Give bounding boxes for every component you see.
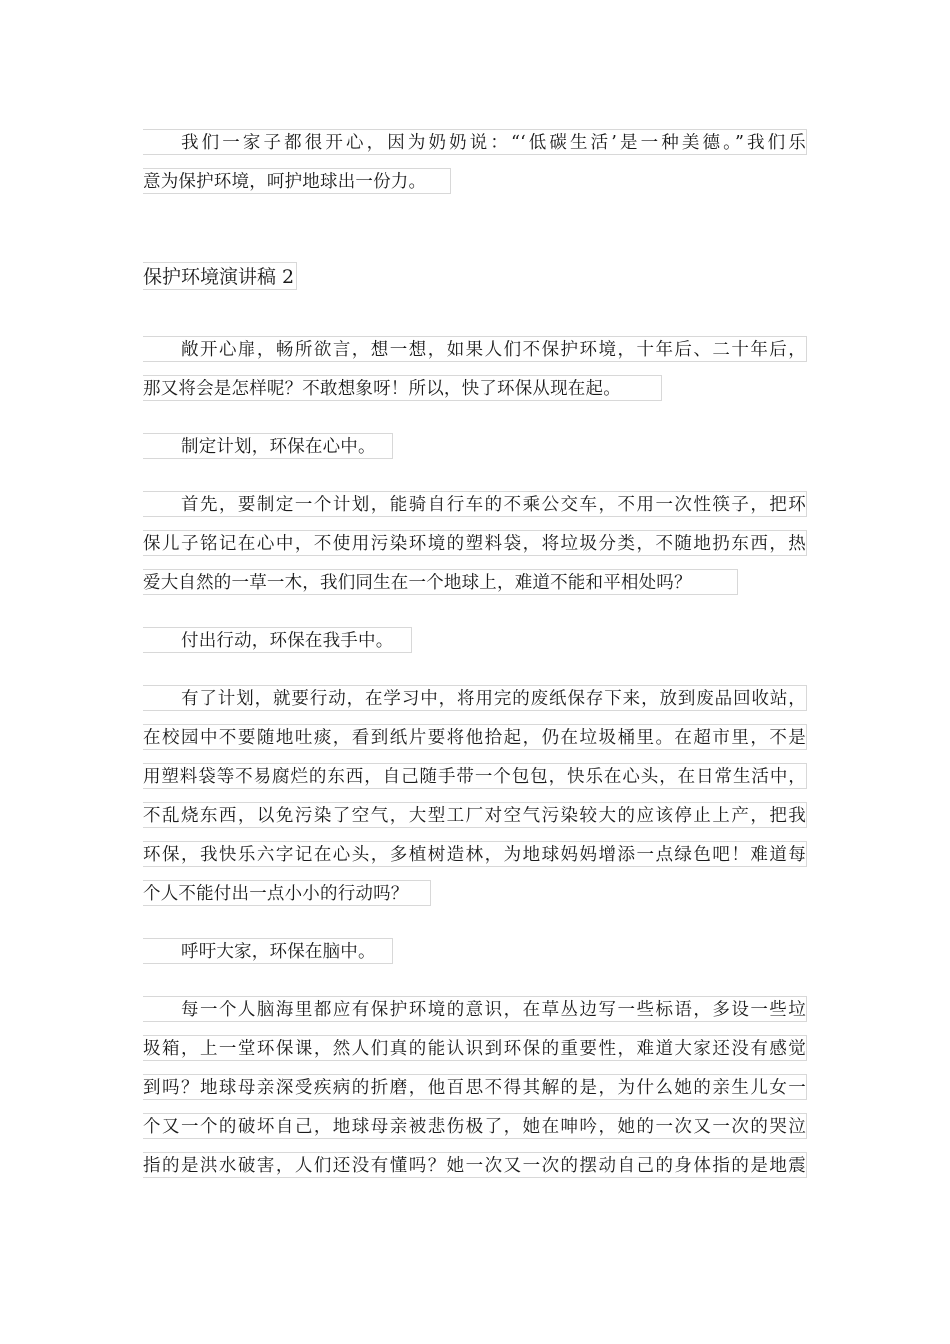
text-line: 保儿子铭记在心中，不使用污染环境的塑料袋，将垃圾分类，不随地扔东西，热 [143,530,807,556]
text-line: 圾箱，上一堂环保课，然人们真的能认识到环保的重要性，难道大家还没有感觉 [143,1035,807,1061]
text-line: 制定计划，环保在心中。 [143,433,393,459]
text-line: 每一个人脑海里都应有保护环境的意识，在草丛边写一些标语，多设一些垃 [143,996,807,1022]
text-line: 敞开心扉，畅所欲言，想一想，如果人们不保护环境，十年后、二十年后， [143,336,807,362]
section-heading: 保护环境演讲稿 2 [143,262,297,290]
text-line: 呼吁大家，环保在脑中。 [143,938,393,964]
text-line: 不乱烧东西，以免污染了空气，大型工厂对空气污染较大的应该停止上产，把我 [143,802,807,828]
text-line: 首先，要制定一个计划，能骑自行车的不乘公交车，不用一次性筷子，把环 [143,491,807,517]
text-line: 指的是洪水破害，人们还没有懂吗？她一次又一次的摆动自己的身体指的是地震 [143,1152,807,1178]
text-line: 在校园中不要随地吐痰，看到纸片要将他拾起，仍在垃圾桶里。在超市里，不是 [143,724,807,750]
text-line: 意为保护环境，呵护地球出一份力。 [143,168,451,194]
text-line: 环保，我快乐六字记在心头，多植树造林，为地球妈妈增添一点绿色吧！难道每 [143,841,807,867]
text-line: 我们一家子都很开心，因为奶奶说：“‘低碳生活’是一种美德。”我们乐 [143,129,807,155]
text-line: 爱大自然的一草一木，我们同生在一个地球上，难道不能和平相处吗？ [143,569,738,595]
text-line: 用塑料袋等不易腐烂的东西，自己随手带一个包包，快乐在心头，在日常生活中， [143,763,807,789]
text-line: 个人不能付出一点小小的行动吗？ [143,880,431,906]
text-line: 个又一个的破坏自己，地球母亲被悲伤极了，她在呻吟，她的一次又一次的哭泣 [143,1113,807,1139]
text-line: 那又将会是怎样呢？不敢想象呀！所以，快了环保从现在起。 [143,375,662,401]
text-line: 有了计划，就要行动，在学习中，将用完的废纸保存下来，放到废品回收站， [143,685,807,711]
text-line: 付出行动，环保在我手中。 [143,627,412,653]
text-line: 到吗？地球母亲深受疾病的折磨，他百思不得其解的是，为什么她的亲生儿女一 [143,1074,807,1100]
